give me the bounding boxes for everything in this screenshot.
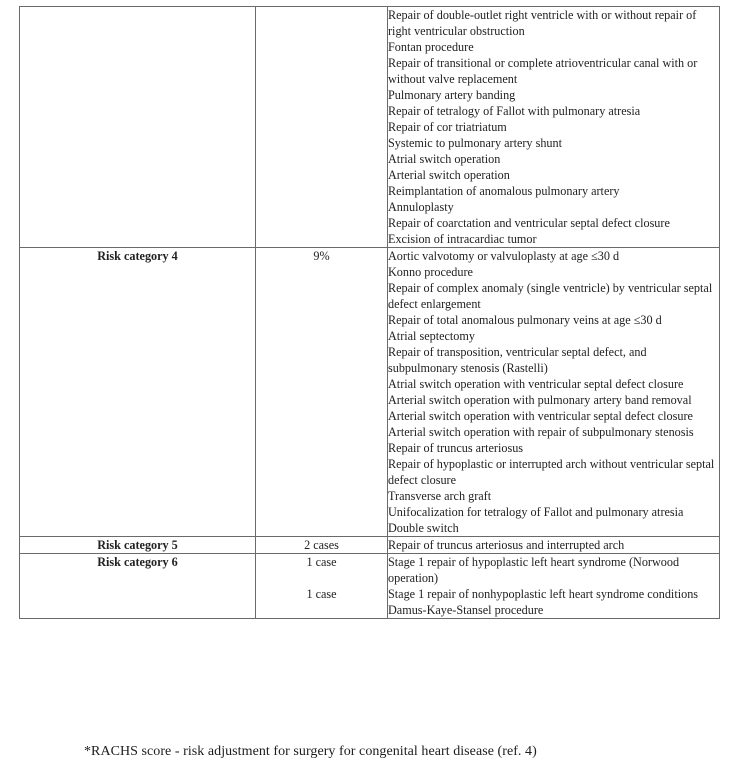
procedure-item: Repair of coarctation and ventricular septal defect closure [388,216,670,230]
procedure-list [388,7,720,248]
table-row [20,537,720,554]
procedure-item: Repair of total anomalous pulmonary veins at age ≤30 d [388,313,662,327]
count-value: 1 case [306,587,337,601]
procedure-item: Double switch [388,521,459,535]
procedure-item: Repair of tetralogy of Fallot with pulmonary atresia [388,104,641,118]
count-value: 2 cases [304,538,339,552]
procedure-item: Arterial switch operation [388,168,510,182]
procedure-item: Annuloplasty [388,200,454,214]
procedure-item: Reimplantation of anomalous pulmonary artery [388,184,620,198]
procedure-item: Atrial switch operation [388,152,501,166]
procedure-item: Arterial switch operation with repair of subpulmonary stenosis [388,425,694,439]
procedure-item: Aortic valvotomy or valvuloplasty at age ≤30 d [388,249,620,263]
procedure-item: Unifocalization for tetralogy of Fallot and pulmonary atresia [388,505,684,519]
count-cell [256,248,388,537]
procedure-item: Stage 1 repair of nonhypoplastic left heart syndrome conditions [388,587,699,601]
risk-category-cell [20,7,256,248]
procedure-list [388,248,720,537]
risk-category-table [19,6,720,619]
count-value: 9% [313,249,330,263]
procedure-item: Stage 1 repair of hypoplastic left heart syndrome (Norwood operation) [388,555,680,585]
footnote: *RACHS score - risk adjustment for surgery for congenital heart disease (ref. 4) [84,744,537,759]
procedure-list [388,537,720,554]
procedure-item: Repair of transitional or complete atrioventricular canal with or without valve replacement [388,56,698,86]
procedure-item: Repair of hypoplastic or interrupted arch without ventricular septal defect closure [388,457,715,487]
procedure-item: Repair of cor triatriatum [388,120,507,134]
table-row [20,554,720,619]
procedure-item: Excision of intracardiac tumor [388,232,537,246]
procedure-item: Arterial switch operation with ventricular septal defect closure [388,409,693,423]
count-value: 1 case [306,555,337,569]
procedure-item: Atrial switch operation with ventricular septal defect closure [388,377,684,391]
procedure-list [388,554,720,619]
procedure-item: Repair of truncus arteriosus [388,441,524,455]
count-cell [256,554,388,619]
procedure-item: Repair of double-outlet right ventricle with or without repair of right ventricular obstruction [388,8,697,38]
risk-category-cell: Risk category 4 [20,248,256,537]
procedure-item: Repair of complex anomaly (single ventricle) by ventricular septal defect enlargement [388,281,713,311]
procedure-item: Repair of truncus arteriosus and interrupted arch [388,538,625,552]
procedure-item: Pulmonary artery banding [388,88,516,102]
count-cell [256,537,388,554]
procedure-item: Fontan procedure [388,40,474,54]
table-row [20,7,720,248]
procedure-item: Damus-Kaye-Stansel procedure [388,603,544,617]
procedure-item: Arterial switch operation with pulmonary artery band removal [388,393,692,407]
procedure-item: Repair of transposition, ventricular septal defect, and subpulmonary stenosis (Rastelli) [388,345,647,375]
procedure-item: Transverse arch graft [388,489,492,503]
table-row [20,248,720,537]
count-cell [256,7,388,248]
procedure-item: Systemic to pulmonary artery shunt [388,136,562,150]
procedure-item: Atrial septectomy [388,329,475,343]
risk-category-cell: Risk category 6 [20,554,256,619]
procedure-item: Konno procedure [388,265,473,279]
risk-category-cell: Risk category 5 [20,537,256,554]
